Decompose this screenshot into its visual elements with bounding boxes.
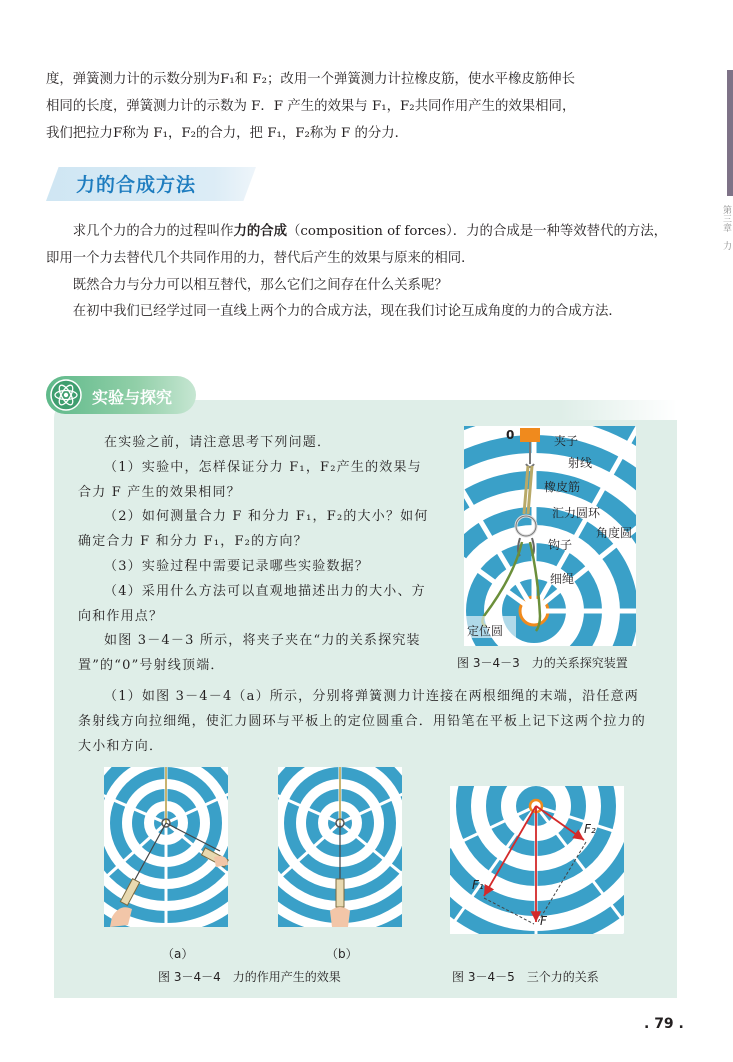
page-number: . 79 .: [644, 1016, 684, 1032]
label-ray: 射线: [568, 456, 593, 470]
label-f1: F₁: [472, 878, 484, 892]
p1-post: （composition of forces）．力的合成是一种等效替代的方法，即用一个力去替代几个共同作用的力，替代后产生的效果与原来的相同．: [46, 224, 668, 266]
force-relation-diagram: [450, 786, 624, 934]
top-line-3: 我们把拉力F称为 F₁，F₂的合力，把 F₁，F₂称为 F 的分力．: [46, 126, 409, 141]
chapter-side-bar: [727, 70, 733, 196]
exp-step-1: （1）如图 3－4－4（a）所示，分别将弹簧测力计连接在两根细绳的末端，沿任意两条射线方向拉细绳，使汇力圆环与平板上的定位圆重合．用铅笔在平板上记下这两个拉力的大小和方向．: [78, 689, 647, 754]
label-hook: 钩子: [548, 538, 573, 552]
label-string: 细绳: [550, 572, 575, 586]
section-title: [46, 167, 256, 201]
experiment-tag-label: 实验与探究: [92, 388, 173, 407]
exp-setup: 如图 3－4－3 所示，将夹子夹在“力的关系探究装置”的“0”号射线顶端．: [78, 633, 421, 674]
label-f2: F₂: [584, 822, 596, 836]
top-line-1: 度，弹簧测力计的示数分别为F₁和 F₂；改用一个弹簧测力计拉橡皮筋，使水平橡皮筋伸长: [46, 72, 576, 87]
label-angle-circle: 角度圆: [596, 526, 633, 540]
exp-q1: （1）实验中，怎样保证分力 F₁，F₂产生的效果与合力 F 产生的效果相同？: [78, 459, 422, 500]
label-position-circle: 定位圆: [467, 624, 504, 638]
figure-3-4-3: [464, 426, 636, 646]
section-title-text: 力的合成方法: [76, 174, 197, 196]
top-paragraph: [46, 66, 676, 147]
exp-q4: （4）采用什么方法可以直观地描述出力的大小、方向和作用点？: [78, 583, 426, 624]
p1-pre: 求几个力的合力的过程叫作: [72, 224, 234, 239]
figure-3-4-4a: [104, 767, 228, 927]
exp-intro: 在实验之前，请注意思考下列问题．: [104, 435, 332, 450]
label-f: F: [540, 914, 547, 928]
figure-3-4-5-caption: 图 3－4－5 三个力的关系: [452, 970, 599, 984]
figure-3-4-4a-label: （a）: [162, 947, 194, 961]
experiment-tag: [46, 376, 196, 416]
body-paragraph-1: [46, 218, 676, 272]
exp-q2: （2）如何测量合力 F 和分力 F₁，F₂的大小？如何确定合力 F 和分力 F₁，F₂的方向？: [78, 509, 429, 550]
figure-3-4-4b: [278, 767, 402, 927]
figure-3-4-4b-label: （b）: [326, 947, 358, 961]
chapter-side-tab: 第三章 力: [721, 205, 731, 250]
body-paragraph-3: 在初中我们已经学过同一直线上两个力的合成方法，现在我们讨论互成角度的力的合成方法．: [72, 304, 622, 319]
experiment-questions: [78, 431, 435, 679]
figure-3-4-5: [450, 786, 624, 934]
target-board-a: [104, 767, 228, 927]
label-clip: 夹子: [554, 434, 579, 448]
p1-term: 力的合成: [233, 223, 288, 239]
experiment-box-fade: [560, 400, 677, 420]
target-board-b: [278, 767, 402, 927]
top-line-2: 相同的长度，弹簧测力计的示数为 F．F 产生的效果与 F₁，F₂共同作用产生的效果相同，: [46, 99, 576, 114]
figure-3-4-3-caption: 图 3－4－3 力的关系探究装置: [457, 656, 628, 670]
body-paragraph-2: 既然合力与分力可以相互替代，那么它们之间存在什么关系呢？: [72, 278, 448, 293]
exp-q3: （3）实验过程中需要记录哪些实验数据？: [104, 558, 370, 574]
label-ring: 汇力圆环: [552, 506, 601, 520]
figure-3-4-4-caption: 图 3－4－4 力的作用产生的效果: [158, 970, 341, 984]
zero-ray-label: 0: [506, 428, 515, 442]
atom-icon: [50, 379, 82, 411]
label-rubber-band: 橡皮筋: [544, 480, 581, 494]
